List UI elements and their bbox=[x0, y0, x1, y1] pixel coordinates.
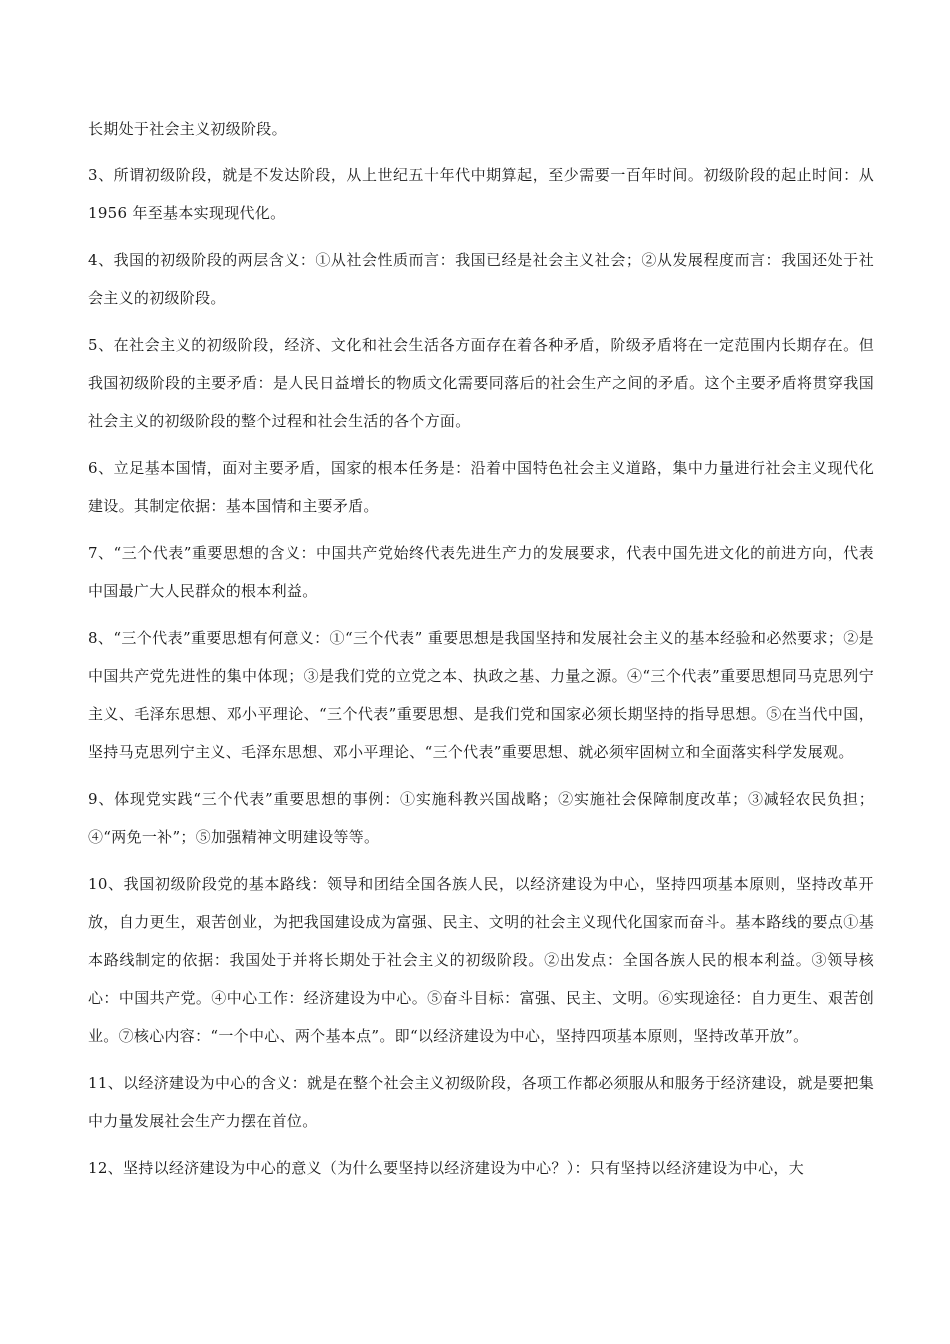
paragraph-continuation: 长期处于社会主义初级阶段。 bbox=[88, 120, 287, 138]
paragraph-item-6: 6、立足基本国情，面对主要矛盾，国家的根本任务是：沿着中国特色社会主义道路，集中力量进行社会主义现代化建设。其制定依据：基本国情和主要矛盾。 bbox=[88, 459, 874, 515]
paragraph-item-5: 5、在社会主义的初级阶段，经济、文化和社会生活各方面存在着各种矛盾，阶级矛盾将在一定范围内长期存在。但我国初级阶段的主要矛盾：是人民日益增长的物质文化需要同落后的社会生产之间的矛盾。这个主要矛盾将贯穿我国社会主义的初级阶段的整个过程和社会生活的各个方面。 bbox=[88, 336, 874, 430]
paragraph-item-9: 9、体现党实践“三个代表”重要思想的事例：①实施科教兴国战略；②实施社会保障制度改革；③减轻农民负担；④“两免一补”；⑤加强精神文明建设等等。 bbox=[88, 790, 874, 846]
paragraph-item-3: 3、所谓初级阶段，就是不发达阶段，从上世纪五十年代中期算起，至少需要一百年时间。初级阶段的起止时间：从 1956 年至基本实现现代化。 bbox=[88, 166, 874, 222]
paragraph-item-12: 12、坚持以经济建设为中心的意义（为什么要坚持以经济建设为中心？）：只有坚持以经济建设为中心，大 bbox=[88, 1159, 804, 1177]
paragraph-item-11: 11、以经济建设为中心的含义：就是在整个社会主义初级阶段，各项工作都必须服从和服务于经济建设，就是要把集中力量发展社会生产力摆在首位。 bbox=[88, 1074, 874, 1130]
document-body bbox=[88, 119, 874, 1196]
paragraph-item-10: 10、我国初级阶段党的基本路线：领导和团结全国各族人民，以经济建设为中心，坚持四项基本原则，坚持改革开放，自力更生，艰苦创业，为把我国建设成为富强、民主、文明的社会主义现代化国家而奋斗。基本路线的要点①基本路线制定的依据：我国处于并将长期处于社会主义的初级阶段。②出发点：全国各族人民的根本利益。③领导核心：中国共产党。④中心工作：经济建设为中心。⑤奋斗目标：富强、民主、文明。⑥实现途径：自力更生、艰苦创业。⑦核心内容：“一个中心、两个基本点”。即“以经济建设为中心，坚持四项基本原则，坚持改革开放”。 bbox=[88, 875, 874, 1045]
paragraph-item-7: 7、“三个代表”重要思想的含义：中国共产党始终代表先进生产力的发展要求，代表中国先进文化的前进方向，代表中国最广大人民群众的根本利益。 bbox=[88, 544, 874, 600]
paragraph-item-4: 4、我国的初级阶段的两层含义：①从社会性质而言：我国已经是社会主义社会；②从发展程度而言：我国还处于社会主义的初级阶段。 bbox=[88, 251, 874, 307]
paragraph-item-8: 8、“三个代表”重要思想有何意义：①“三个代表” 重要思想是我国坚持和发展社会主义的基本经验和必然要求；②是中国共产党先进性的集中体现；③是我们党的立党之本、执政之基、力量之源。④“三个代表”重要思想同马克思列宁主义、毛泽东思想、邓小平理论、“三个代表”重要思想、是我们党和国家必须长期坚持的指导思想。⑤在当代中国，坚持马克思列宁主义、毛泽东思想、邓小平理论、“三个代表”重要思想、就必须牢固树立和全面落实科学发展观。 bbox=[88, 629, 874, 761]
